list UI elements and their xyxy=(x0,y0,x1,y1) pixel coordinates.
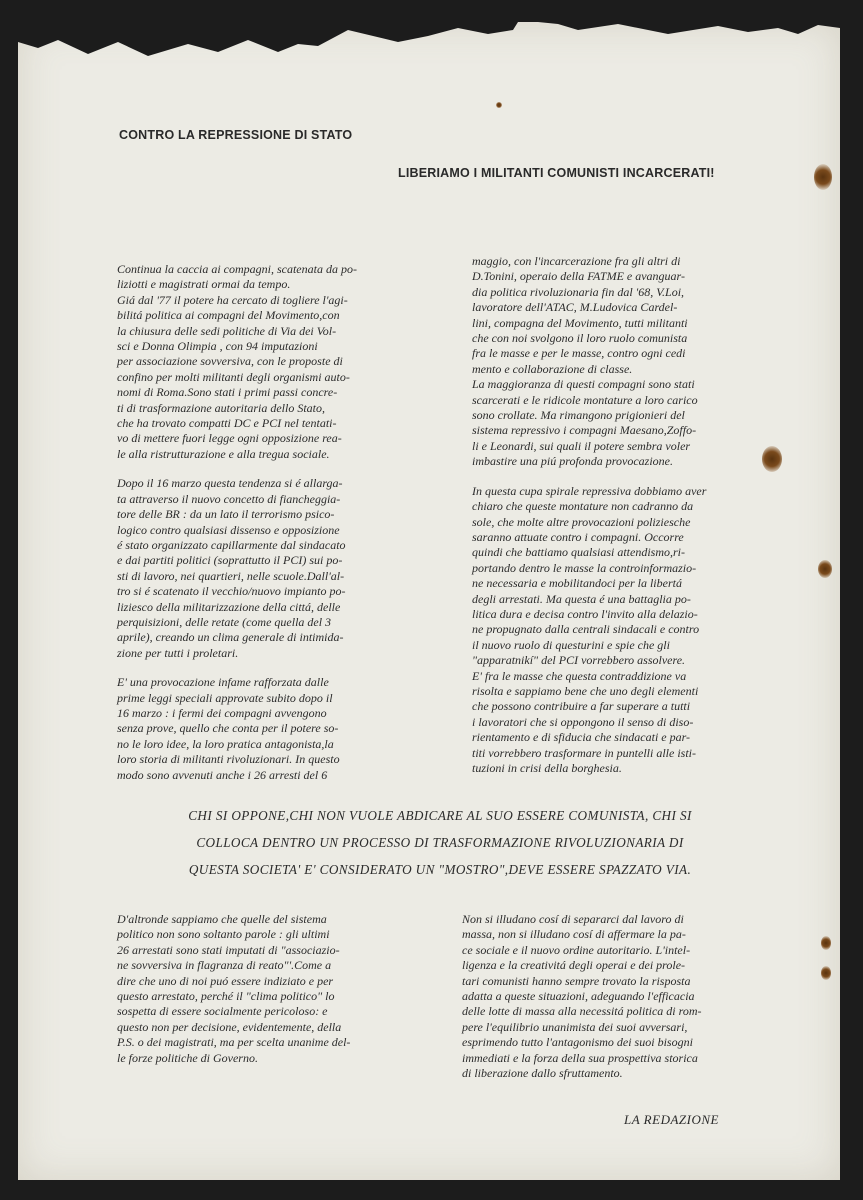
stain-mark xyxy=(821,966,831,980)
statement-line: QUESTA SOCIETA' E' CONSIDERATO UN "MOSTRO",DEVE ESSERE SPAZZATO VIA. xyxy=(188,862,692,877)
column-2 xyxy=(472,254,772,790)
statement-line: CHI SI OPPONE,CHI NON VUOLE ABDICARE AL SUO ESSERE COMUNISTA, CHI SI xyxy=(188,808,692,823)
column-3 xyxy=(117,912,417,1080)
signature: LA REDAZIONE xyxy=(624,1112,719,1127)
heading-left: CONTRO LA REPRESSIONE DI STATO xyxy=(119,128,353,142)
stain-mark xyxy=(814,164,832,190)
paragraph: maggio, con l'incarcerazione fra gli altri di D.Tonini, operaio della FATME e avanguar- dia politica rivoluzionaria fin dal '68, V.Loi, lavoratore dell'ATAC, M.Ludovica Cardel- lini, compagna del Movimento, tutti militanti che con noi svolgono il loro ruolo comunista fra le masse e per le masse, contro ogni cedi mento e collaborazione di classe. La maggioranza di questi compagni sono stati scarcerati e le ridicole montature a loro carico sono crollate. Ma rimangono prigionieri del sistema repressivo i compagni Maesano,Zoffo- li e Leonardi, sui quali il potere sembra voler imbastire una piú profonda provocazione. xyxy=(472,254,698,469)
paragraph: Continua la caccia ai compagni, scatenata da po- liziotti e magistrati ormai da tempo. Giá dal '77 il potere ha cercato di togliere l'agi- bilitá politica ai compagni del Movimento,con la chiusura delle sedi politiche di Via dei Vol- sci e Donna Olimpia , con 94 imputazioni per associazione sovversiva, con le proposte di confino per molti militanti degli organismi auto- nomi di Roma.Sono stati i primi passi concre- ti di trasformazione autoritaria dello Stato, che ha trovato compatti DC e PCI nel tentati- vo di mettere fuori legge ogni opposizione rea- le alla ristrutturazione e alla tregua sociale. xyxy=(117,262,357,461)
stain-mark xyxy=(496,102,502,108)
paragraph: E' una provocazione infame rafforzata dalle prime leggi speciali approvate subito dopo il 16 marzo : i fermi dei compagni avvengono senza prove, quello che conta per il potere so- no le loro idee, la loro pratica antagonista,la loro storia di militanti rivoluzionari. In questo modo sono avvenuti anche i 26 arresti del 6 xyxy=(117,675,340,782)
paragraph: Non si illudano cosí di separarci dal lavoro di massa, non si illudano cosí di affermare la pa- ce sociale e il nuovo ordine autoritario. L'intel- ligenza e la creativitá degli operai e dei prole- tari comunisti hanno sempre trovato la risposta adatta a queste situazioni, adeguando l'efficacia delle lotte di massa alla necessitá politica di rom- pere l'equilibrio unanimista dei suoi avversari, esprimendo tutto l'antagonismo dei suoi bisogni immediati e la forza della sua prospettiva storica di liberazione dallo sfruttamento. xyxy=(462,912,702,1081)
heading-right: LIBERIAMO I MILITANTI COMUNISTI INCARCERATI! xyxy=(398,166,715,180)
column-4 xyxy=(462,912,772,1095)
stain-mark xyxy=(818,560,832,578)
column-1 xyxy=(117,262,417,797)
torn-top-edge xyxy=(18,22,840,82)
stain-mark xyxy=(821,936,831,950)
paragraph: Dopo il 16 marzo questa tendenza si é allarga- ta attraverso il nuovo concetto di fiancheggia- tore delle BR : da un lato il terrorismo psico- logico contro qualsiasi dissenso e opposizione é stato organizzato capillarmente dal sindacato e dai partiti politici (soprattutto il PCI) sui po- sti di lavoro, nei quartieri, nelle scuole.Dall'al- tro si é scatenato il vecchio/nuovo impianto po- liziesco della militarizzazione della cittá, delle perquisizioni, delle retate (come quella del 3 aprile), creando un clima generale di intimida- zione per tutti i proletari. xyxy=(117,476,346,660)
paragraph: D'altronde sappiamo che quelle del sistema politico non sono soltanto parole : gli ultimi 26 arrestati sono stati imputati di "associazio- ne sovversiva in flagranza di reato"'.Come a dire che uno di noi puó essere indiziato e per questo arrestato, perché il "clima politico" lo sospetta di essere socialmente pericoloso: e questo non per decisione, evidentemente, della P.S. o dei magistrati, ma per scelta unanime del- le forze politiche di Governo. xyxy=(117,912,351,1065)
statement-block xyxy=(160,802,720,883)
paragraph: In questa cupa spirale repressiva dobbiamo aver chiaro che queste montature non cadranno da sole, che molte altre provocazioni poliziesche saranno attuate contro i compagni. Occorre quindi che battiamo qualsiasi attendismo,ri- portando dentro le masse la controinformazio- ne necessaria e mobilitandoci per la libertá degli arrestati. Ma questa é una battaglia po- litica dura e decisa contro l'invito alla delazio- ne propugnato dalla centrali sindacali e contro il nuovo ruolo di questurini e spie che gli "apparatnikí" del PCI vorrebbero assolvere. E' fra le masse che questa contraddizione va risolta e sappiamo bene che uno degli elementi che possono contribuire a far superare a tutti i lavoratori che si oppongono il senso di diso- rientamento e di sfiducia che sindacati e par- titi vorrebbero trasformare in puntelli alle isti- tuzioni in crisi della borghesia. xyxy=(472,483,707,775)
statement-line: COLLOCA DENTRO UN PROCESSO DI TRASFORMAZIONE RIVOLUZIONARIA DI xyxy=(196,835,684,850)
